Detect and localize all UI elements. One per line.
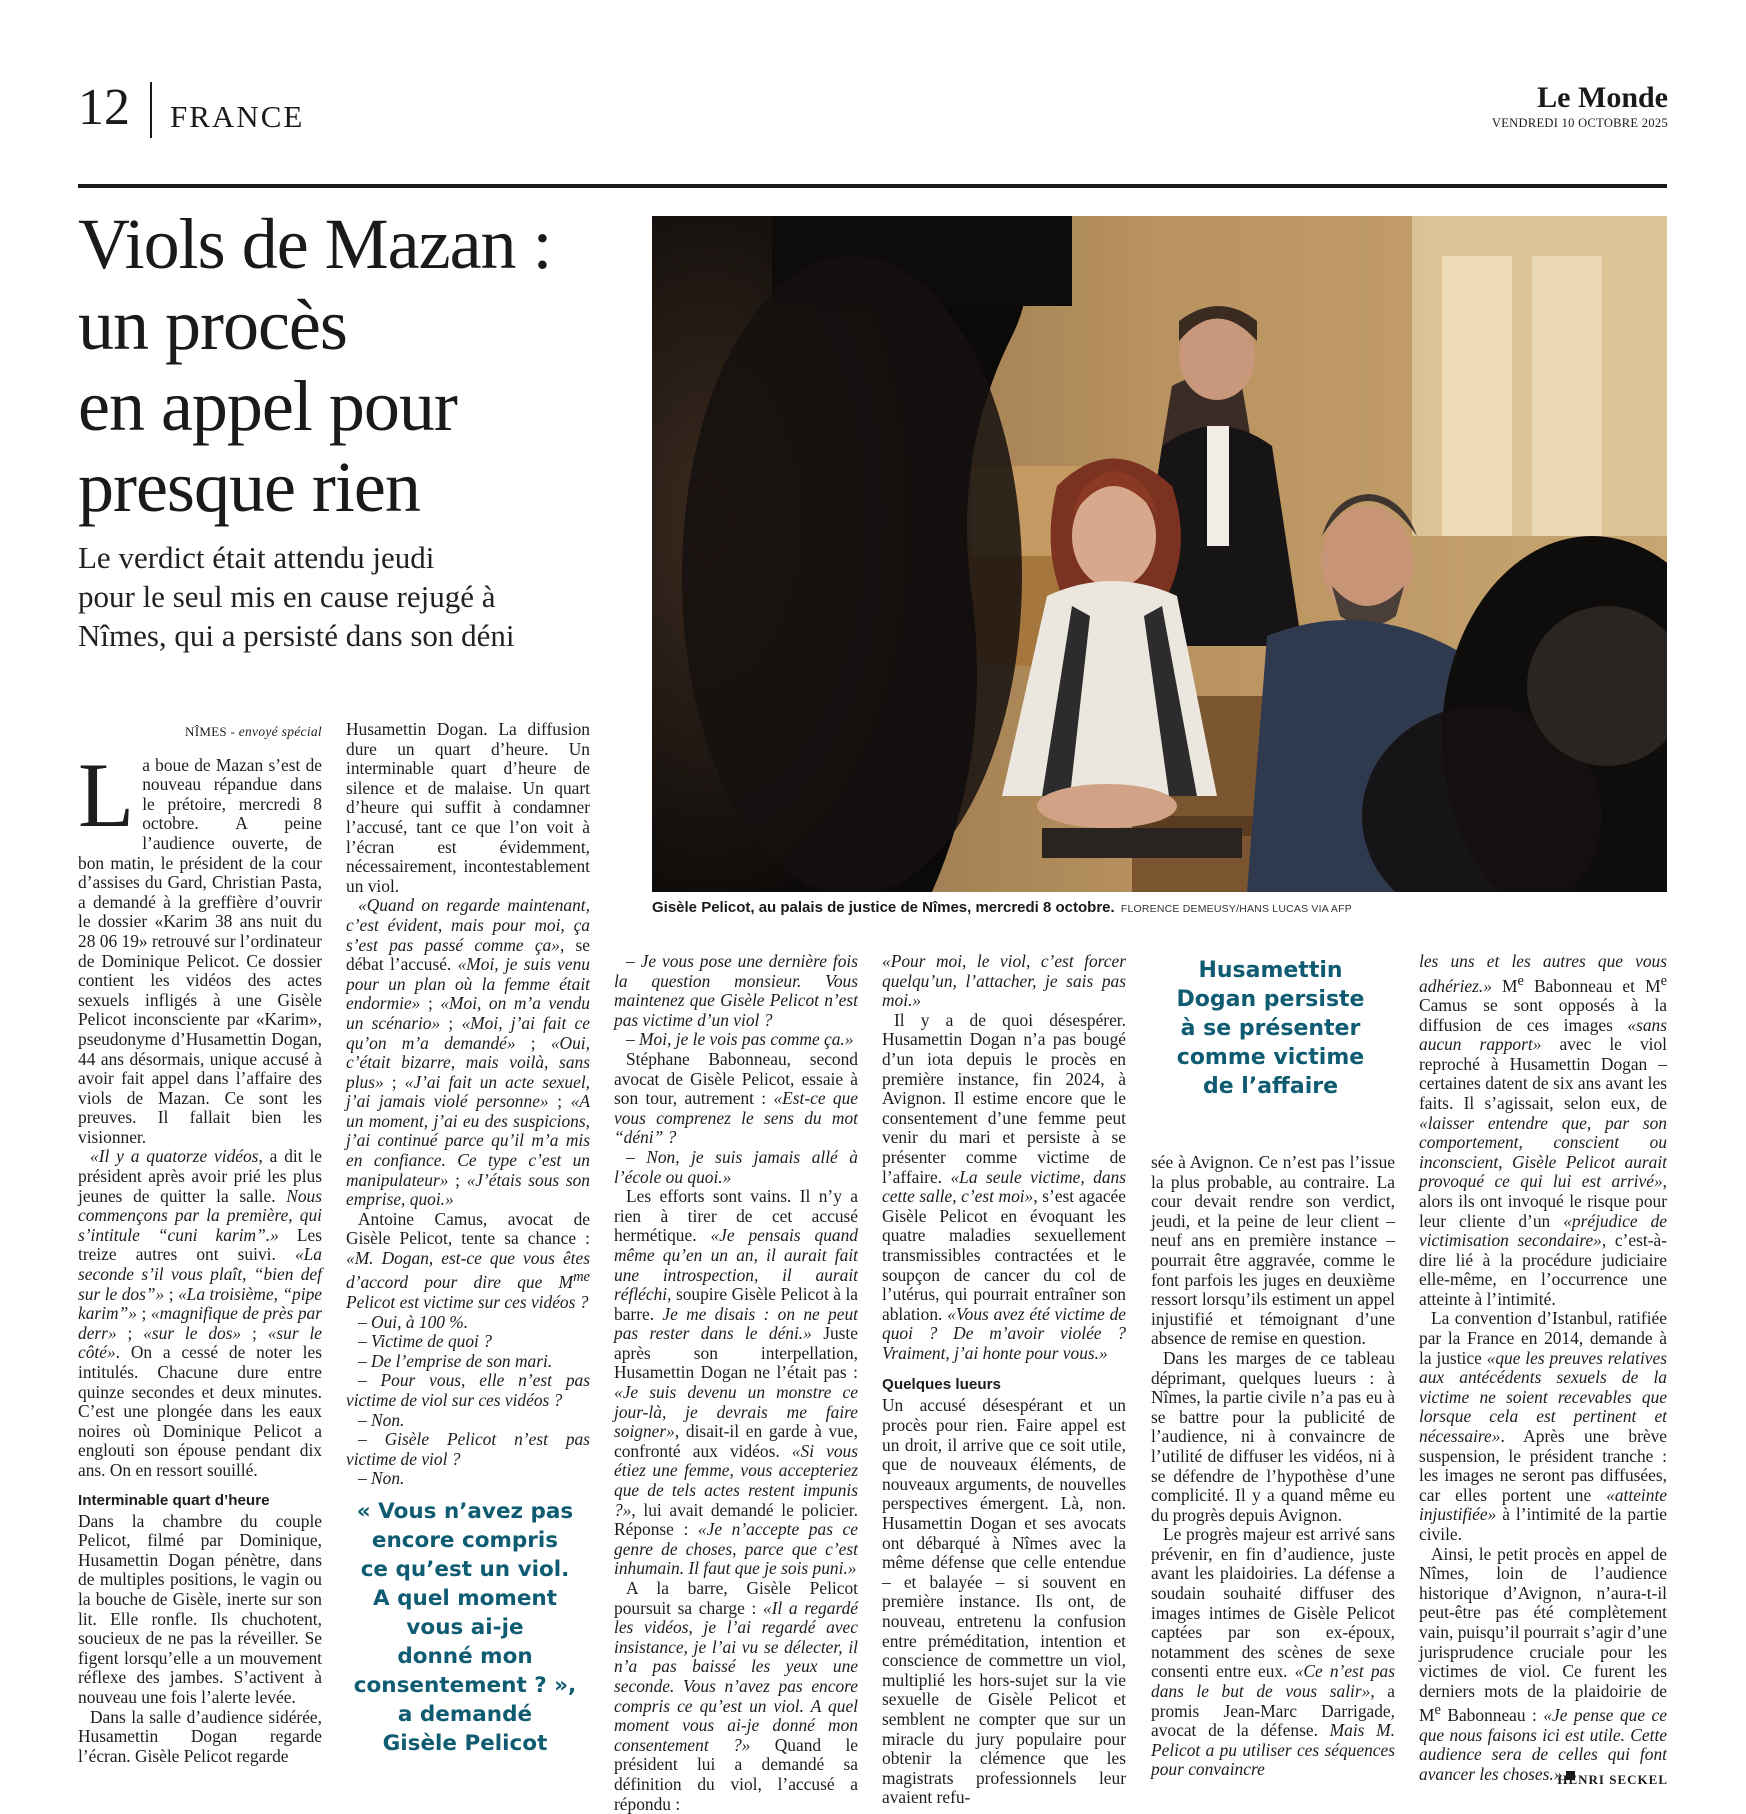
headline-line: en appel pour <box>78 366 457 446</box>
headline <box>78 204 638 528</box>
column-3 <box>614 952 858 1814</box>
column-4 <box>882 952 1126 1808</box>
standfirst-line: Le verdict était attendu jeudi <box>78 540 435 575</box>
courtroom-photo <box>652 216 1667 892</box>
paragraph: «Pour moi, le viol, c’est forcer quelqu’un, l’attacher, je sais pas moi.» <box>882 951 1126 1011</box>
paragraph: – Pour vous, elle n’est pas victime de viol sur ces vidéos ? <box>346 1370 590 1410</box>
pull-quote: Husamettin Dogan persiste à se présenter comme victime de l’affaire <box>1176 958 1365 1099</box>
paragraph: Ainsi, le petit procès en appel de Nîmes, loin de l’audience historique d’Avignon, n’aura-t-il peut-être pas été complètement vain, puisqu’il pourrait s’agir d’une jurisprudence cruciale pour les victimes de viol. Ce furent les derniers mots de la plaidoirie de Me Babonneau : «Je pense que ce que nous faisons ici est utile. Cette audience sera de celles qui font avancer les choses.» <box>1419 1543 1667 1784</box>
section-title: FRANCE <box>170 99 305 134</box>
paragraph: A la barre, Gisèle Pelicot poursuit sa charge : «Il a regardé les vidéos, je l’ai regardé avec insistance, je l’ai vu se délecter, il n’a pas baissé les yeux une seconde. Vous n’avez pas encore compris ce qu’est un viol. A quel moment vous ai-je donné mon consentement ?» Quand le président lui a demandé sa définition du viol, l’accusé a répondu : <box>614 1578 858 1814</box>
paragraph: «Quand on regarde maintenant, c’est évident, mais pour moi, ça s’est pas passé comme ça», se débat l’accusé. «Moi, je suis venu pour un plan où la femme était endormie» ; «Moi, on m’a vendu un scénario» ; «Moi, j’ai fait ce qu’on m’a demandé» ; «Oui, c’était bizarre, mais voilà, sans plus» ; «J’ai fait un acte sexuel, j’ai jamais violé personne» ; «A un moment, j’ai eu des suspicions, j’ai continué parce qu’il m’a mis en confiance. Ce type c’est un manipulateur» ; «J’étais sous son emprise, quoi.» <box>346 895 590 1210</box>
paragraph: Les efforts sont vains. Il n’y a rien à tirer de cet accusé hermétique. «Je pensais quand même qu’en un an, il aurait fait une introspection, il aurait réfléchi, soupire Gisèle Pelicot à la barre. Je me disais : on ne peut pas rester dans le déni.» Juste après son interpellation, Husamettin Dogan ne l’était pas : «Je suis devenu un monstre ce jour-là, je devrais me faire soigner», disait-il en garde à vue, confronté aux vidéos. «Si vous étiez une femme, vous accepteriez que de tels actes restent impunis ?», lui avait demandé le policier. Réponse : «Je n’accepte pas ce genre de choses, parce que c’est inhumain. Il faut que je sois puni.» <box>614 1186 858 1579</box>
paragraph: – Victime de quoi ? <box>358 1331 492 1352</box>
newspaper-logo: Le Monde <box>1537 81 1668 114</box>
paragraph: – Gisèle Pelicot n’est pas victime de viol ? <box>346 1429 590 1469</box>
header-rule <box>78 184 1667 188</box>
column-2 <box>346 720 590 1489</box>
standfirst <box>78 538 618 655</box>
standfirst-line: pour le seul mis en cause rejugé à <box>78 579 496 614</box>
paragraph: Dans la chambre du couple Pelicot, filmé par Dominique, Husamettin Dogan pénètre, dans de multiples positions, le vagin ou la bouche de Gisèle, inerte sur son lit. Elle ronfle. Ils chuchotent, soucieux de ne pas la réveiller. Se figent lorsqu’elle a un mouvement réflexe des jambes. S’activent à nouveau une fois l’alerte levée. <box>78 1510 322 1707</box>
column-1 <box>78 722 322 1766</box>
paragraph: sée à Avignon. Ce n’est pas l’issue la plus probable, au contraire. La cour devait rendre son verdict, jeudi, et la peine de leur client – neuf ans en première instance – pourrait être aggravée, comme le font parfois les juges en deuxième ressort lorsqu’ils estiment un appel injustifié et témoignant d’une absence de remise en question. <box>1151 1152 1395 1349</box>
paragraph: «Il y a quatorze vidéos, a dit le président après avoir prié les plus jeunes de quitter la salle. Nous commençons par la première, qui s’intitule “cuni karim”.» Les treize autres ont suivi. «La seconde s’il vous plaît, “bien def sur le dos”» ; «La troisième, “pipe karim”» ; «magnifique de près par derr» ; «sur le dos» ; «sur le côté». On a cessé de noter les intitulés. Chacune dure entre quinze secondes et deux minutes. C’est une plongée dans les eaux noires où Dominique Pelicot a englouti son épouse pendant dix ans. On en ressort souillé. <box>78 1146 323 1480</box>
headline-line: un procès <box>78 285 347 365</box>
paragraph: – Je vous pose une dernière fois la question monsieur. Vous maintenez que Gisèle Pelicot n’est pas victime d’un viol ? <box>614 951 858 1030</box>
column-6 <box>1419 952 1667 1785</box>
column-5 <box>1151 1153 1395 1780</box>
header-divider <box>150 82 152 138</box>
paragraph: Il y a de quoi désespérer. Husamettin Dogan n’a pas bougé d’un iota depuis le procès en première instance, fin 2024, à Avignon. Il estime encore que le consentement d’une femme peut venir du mari et persiste à se présenter comme victime de l’affaire. «La seule victime, dans cette salle, c’est moi», s’est agacée Gisèle Pelicot en évoquant les quatre maladies sexuellement transmissibles contractées et le soupçon de cancer du col de l’utérus, qui pourrait entraîner son ablation. «Vous avez été victime de quoi ? De m’avoir violée ? Vraiment, j’ai honte pour vous.» <box>882 1009 1127 1363</box>
paragraph: – Non. <box>358 1409 405 1430</box>
issue-date: VENDREDI 10 OCTOBRE 2025 <box>1491 116 1668 130</box>
caption-text: Gisèle Pelicot, au palais de justice de Nîmes, mercredi 8 octobre. <box>652 899 1115 916</box>
paragraph: Dans la salle d’audience sidérée, Husamettin Dogan regarde l’écran. Gisèle Pelicot regarde <box>78 1706 322 1766</box>
paragraph: Husamettin Dogan. La diffusion dure un quart d’heure. Un interminable quart d’heure de silence et de malaise. Un quart d’heure qui suffit à condamner l’accusé, tant ce que l’on voit à l’écran est évidemment, nécessairement, incontestablement un viol. <box>346 719 590 896</box>
paragraph: – Oui, à 100 %. <box>358 1311 469 1332</box>
drop-cap: L <box>78 743 135 846</box>
paragraph: Un accusé désespérant et un procès pour rien. Faire appel est un droit, il arrive que ce soit utile, que de nouveaux éléments, de nouveaux arguments, de nouvelles perspectives émergent. Là, non. Husamettin Dogan et ses avocats ont débarqué à Nîmes avec la même défense que celle entendue – et balayée – si souvent en première instance. Ils ont, de nouveau, entretenu la confusion entre préméditation, intention et conscience de commettre un viol, multiplié les hors-sujet sur la vie sexuelle de Gisèle Pelicot et semblent ne compter que sur un miracle du jury populaire pour obtenir la clémence que les magistrats professionnels leur avaient refu- <box>882 1395 1126 1808</box>
standfirst-line: Nîmes, qui a persisté dans son déni <box>78 618 515 653</box>
paragraph: – Moi, je le vois pas comme ça.» <box>626 1029 854 1050</box>
paragraph: – De l’emprise de son mari. <box>358 1350 553 1371</box>
headline-line: presque rien <box>78 447 420 527</box>
paragraph: – Non. <box>358 1468 405 1489</box>
paragraph: Le progrès majeur est arrivé sans prévenir, en fin d’audience, juste avant les plaidoiries. La défense a soudain souhaité diffuser des images intimes de Gisèle Pelicot captées par son ex-époux, notamment des scènes de sexe consenti entre eux. «Ce n’est pas dans le but de vous salir», a promis Jean-Marc Darrigade, avocat de la défense. Mais M. Pelicot a pu utiliser ces séquences pour convaincre <box>1151 1524 1395 1780</box>
pull-quote: « Vous n’avez pas encore compris ce qu’est un viol. A quel moment vous ai-je donné mon consentement ? », a demandé Gisèle Pelicot <box>353 1499 577 1756</box>
subheading: Quelques lueurs <box>882 1376 1002 1394</box>
paragraph: La boue de Mazan s’est de nouveau répandue dans le prétoire, mercredi 8 octobre. A peine l’audience ouverte, de bon matin, le président de la cour d’assises du Gard, Christian Pasta, a demandé à la greffière d’ouvrir le dossier «Karim 38 ans nuit du 28 06 19» retrouvé sur l’ordinateur de Dominique Pelicot. Ce dossier contient les vidéos des actes sexuels infligés à une Gisèle Pelicot inconsciente par «Karim», pseudonyme d’Husamettin Dogan, 44 ans désormais, unique accusé à avoir fait appel dans l’affaire des viols de Mazan. Ce sont les preuves. Il fallait bien les visionner. <box>78 743 322 1147</box>
paragraph: La convention d’Istanbul, ratifiée par la France en 2014, demande à la justice «que les preuves relatives aux antécédents sexuels de la victime ne soient recevables que lorsque cela est pertinent et nécessaire». Après une brève suspension, le président tranche : les images ne seront pas diffusées, car elles portent une «atteinte injustifiée» à l’intimité de la partie civile. <box>1419 1308 1667 1545</box>
author-signature: HENRI SECKEL <box>1557 1772 1668 1787</box>
paragraph: Dans les marges de ce tableau déprimant, quelques lueurs : à Nîmes, la partie civile n’a pas eu à se battre pour la publicité de l’audience, ni à convaincre de l’utilité de diffuser les vidéos, ni à se défendre de l’hypothèse d’une complicité. Il y a quand même eu du progrès depuis Avignon. <box>1151 1347 1395 1525</box>
photo-credit: FLORENCE DEMEUSY/HANS LUCAS VIA AFP <box>1120 903 1352 915</box>
page-number: 12 <box>78 79 130 136</box>
subheading: Interminable quart d’heure <box>78 1491 270 1509</box>
paragraph: Stéphane Babonneau, second avocat de Gisèle Pelicot, essaie à son tour, autrement : «Est-ce que vous comprenez le sens du mot “déni” ? <box>614 1048 859 1148</box>
paragraph: – Non, je suis jamais allé à l’école ou quoi.» <box>614 1146 858 1187</box>
headline-line: Viols de Mazan : <box>78 204 552 284</box>
photo-caption <box>652 898 1667 919</box>
paragraph: les uns et les autres que vous adhériez.» Me Babonneau et Me Camus se sont opposés à la diffusion de ces images «sans aucun rapport» avec le viol reproché à Husamettin Dogan – certaines datent de six ans avant les faits. Il s’agissait, selon eux, de «laisser entendre que, par son comportement, conscient ou inconscient, Gisèle Pelicot aurait provoqué ce qui lui est arrivé», alors ils ont invoqué le risque pour leur cliente d’un «préjudice de victimisation secondaire», c’est-à-dire lié à la procédure judiciaire elle-même, en l’occurrence une atteinte à l’intimité. <box>1419 951 1668 1309</box>
paragraph: Antoine Camus, avocat de Gisèle Pelicot, tente sa chance : «M. Dogan, est-ce que vous êtes d’accord pour dire que $M^{me}$ Pelicot est victime sur ces vidéos ? <box>346 1208 590 1313</box>
dateline: NÎMES - envoyé spécial <box>185 724 322 739</box>
